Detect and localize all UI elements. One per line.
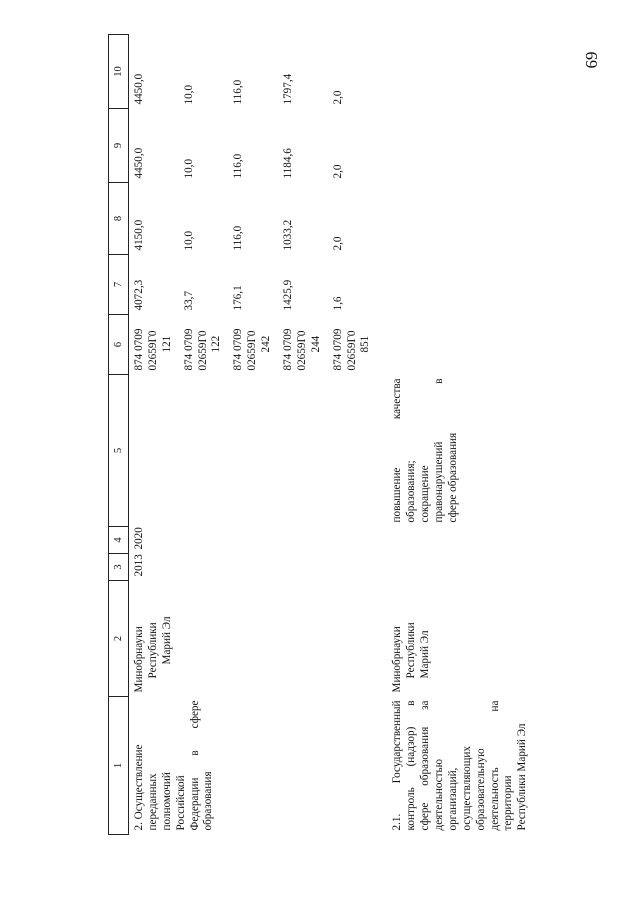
page-number: 69 [582,51,601,69]
header-col-9: 9 [109,109,129,183]
rotated-table-page [108,35,528,835]
kbk-cell: 874 0709 02659Г0 244 [282,328,322,371]
value-cell: 10,0 [182,158,195,179]
value-cell: 10,0 [182,230,195,251]
row-spacer [377,35,387,835]
row-2-1-start-year [387,554,534,581]
value-cell: 4450,0 [133,73,145,105]
value-cell: 10,0 [182,84,195,105]
value-cell: 116,0 [232,225,245,251]
header-col-5: 5 [109,375,129,527]
value-cell: 4072,3 [133,279,145,311]
value-cell: 1,6 [331,296,344,311]
row-2-1-name: 2.1. Государственный контроль (надзор) в сфере образования за деятельностью организаций, осуществляющих образовательную деятельность на территории Республики Марий Эл [391,700,529,831]
header-col-1: 1 [109,697,129,835]
value-cell: 1797,4 [282,73,295,105]
kbk-cell: 874 0709 02659Г0 122 [182,328,223,371]
value-cell: 33,7 [182,290,195,311]
value-cell: 2,0 [331,164,344,179]
kbk-cell: 874 0709 02659Г0 121 [133,328,173,371]
table-row [387,35,534,835]
value-cell: 1184,6 [282,148,295,179]
header-col-3: 3 [109,554,129,581]
kbk-cell: 874 0709 02659Г0 851 [331,328,372,371]
value-cell: 1033,2 [282,219,295,251]
header-col-4: 4 [109,527,129,554]
value-cell: 2,0 [331,236,344,251]
row-2-name: 2. Осуществление переданных полномочий Российской Федерации в сфере образования [133,700,215,831]
value-cell: 116,0 [232,153,245,179]
header-col-7: 7 [109,255,129,315]
header-col-6: 6 [109,315,129,375]
header-col-10: 10 [109,35,129,109]
kbk-cell: 874 0709 02659Г0 242 [232,328,273,371]
row-2-1-executor: Минобрнауки Республики Марий Эл [391,622,432,693]
value-cell: 116,0 [232,79,245,105]
value-cell: 176,1 [232,285,245,311]
value-cell: 2,0 [331,90,344,105]
value-cell: 4150,0 [133,219,145,251]
row-2-1-result: повышение качества образования; сокращение правонарушений в сфере образования [391,378,459,523]
row-2-executor: Минобрнауки Республики Марий Эл [133,616,173,693]
row-2-end-year: 2020 [133,527,145,550]
row-2-result [129,375,378,527]
table-row [129,35,179,835]
row-2-1-empty [387,35,534,375]
row-2-1-end-year [387,527,534,554]
value-cell: 4450,0 [133,147,145,179]
header-col-2: 2 [109,581,129,697]
value-cell: 1425,9 [282,279,295,311]
row-2-start-year: 2013 [133,554,145,577]
program-table [108,34,534,835]
header-row [109,35,129,835]
header-col-8: 8 [109,183,129,255]
